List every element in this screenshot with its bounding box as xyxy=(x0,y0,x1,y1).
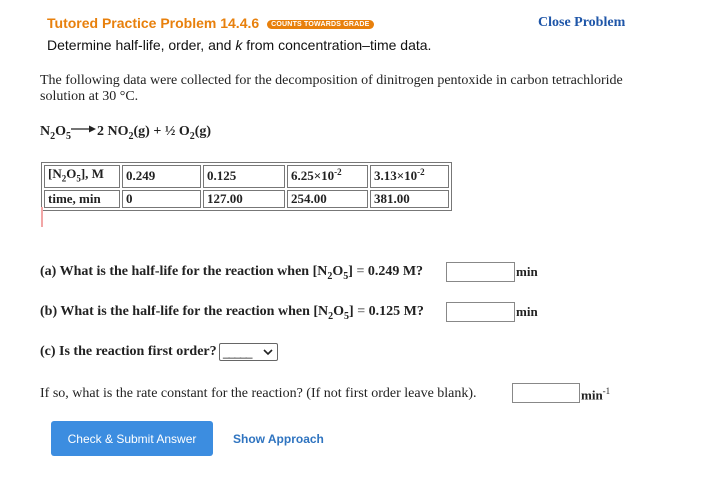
intro-text: The following data were collected for the decomposition of dinitrogen pentoxide in carbon tetrachloride solution at 30 °C. xyxy=(40,73,623,104)
question-c xyxy=(40,344,217,360)
question-b-value: 0.125 M? xyxy=(368,304,424,319)
subtitle-text-end: from concentration–time data. xyxy=(242,37,432,53)
show-approach-link[interactable]: Show Approach xyxy=(233,432,324,446)
table-cell: 0 xyxy=(122,190,201,208)
problem-subtitle xyxy=(47,37,431,53)
scroll-marker xyxy=(41,207,43,227)
first-order-selected: _____ xyxy=(223,345,252,359)
table-cell: 381.00 xyxy=(370,190,449,208)
question-b-equals: = xyxy=(353,304,369,319)
cell-base: 3.13×10 xyxy=(374,168,418,184)
question-b-bracket: ] xyxy=(349,304,354,319)
product-no-sub: 2 xyxy=(128,130,134,142)
reactant-o: O xyxy=(55,124,67,139)
conc-label-b: O xyxy=(66,166,77,181)
question-b-text: (b) What is the half-life for the reaction when xyxy=(40,304,314,319)
problem-title: Tutored Practice Problem 14.4.6 xyxy=(47,15,260,31)
question-a-equals: = xyxy=(352,264,368,279)
product-state: (g) xyxy=(194,124,212,139)
question-a-bracket: ] xyxy=(348,264,353,279)
table-cell xyxy=(370,165,449,188)
question-a-species-o: O xyxy=(332,264,344,279)
question-a xyxy=(40,264,423,282)
cell-exp: -2 xyxy=(334,167,342,178)
rate-unit-base: min xyxy=(581,387,603,403)
question-b-species: [N xyxy=(313,304,329,319)
conc-label-sub1: 2 xyxy=(61,173,67,184)
table-row-header-conc xyxy=(44,165,120,188)
conc-label-c: ], M xyxy=(80,166,104,181)
table-row-header-time: time, min xyxy=(44,190,120,208)
half-life-b-unit: min xyxy=(516,304,538,319)
question-a-value: 0.249 M? xyxy=(367,264,424,279)
question-a-sub: 5 xyxy=(343,270,349,282)
product-no: 2 NO xyxy=(97,124,129,139)
table-cell: 0.249 xyxy=(122,165,201,188)
table-cell xyxy=(287,165,368,188)
conc-label-sub2: 5 xyxy=(76,173,81,184)
table-cell: 254.00 xyxy=(287,190,368,208)
half-life-a-input[interactable] xyxy=(446,262,515,282)
subtitle-k: k xyxy=(235,37,243,53)
question-b-sub: 5 xyxy=(344,310,350,322)
check-submit-button[interactable]: Check & Submit Answer xyxy=(51,421,213,456)
question-c-text: (c) Is the reaction first order? xyxy=(40,344,217,359)
table-row xyxy=(44,165,449,188)
reaction-arrow-icon xyxy=(71,124,97,134)
reactant-o-sub: 5 xyxy=(66,130,72,142)
question-a-species: [N xyxy=(312,264,328,279)
close-problem-link[interactable]: Close Problem xyxy=(538,15,626,30)
cell-exp: -2 xyxy=(417,167,425,178)
cell-base: 6.25×10 xyxy=(291,168,335,184)
question-b-sub: 2 xyxy=(328,310,334,322)
table-row xyxy=(44,190,449,208)
question-a-text: (a) What is the half-life for the reaction when xyxy=(40,264,313,279)
product-o: (g) + ½ O xyxy=(133,124,190,139)
half-life-a-unit: min xyxy=(516,264,538,279)
half-life-b-input[interactable] xyxy=(446,302,515,322)
chevron-down-icon xyxy=(261,347,275,357)
rate-constant-input[interactable] xyxy=(512,383,580,403)
question-b-species-o: O xyxy=(333,304,345,319)
conc-label-a: [N xyxy=(48,166,62,181)
table-cell: 127.00 xyxy=(203,190,285,208)
reactant-n: N xyxy=(40,124,51,139)
first-order-dropdown[interactable] xyxy=(219,343,278,361)
problem-header xyxy=(47,15,374,33)
rate-constant-unit xyxy=(581,386,610,403)
table-cell: 0.125 xyxy=(203,165,285,188)
reactant-n-sub: 2 xyxy=(50,130,56,142)
rate-unit-exp: -1 xyxy=(602,386,611,396)
product-o-sub: 2 xyxy=(189,130,195,142)
concentration-time-table xyxy=(41,162,452,211)
question-a-sub: 2 xyxy=(327,270,333,282)
subtitle-text: Determine half-life, order, and xyxy=(47,37,236,53)
question-b xyxy=(40,304,424,322)
rate-constant-question: If so, what is the rate constant for the reaction? (If not first order leave blank). xyxy=(40,386,477,401)
grade-badge: COUNTS TOWARDS GRADE xyxy=(267,20,373,29)
reaction-equation xyxy=(40,124,211,142)
